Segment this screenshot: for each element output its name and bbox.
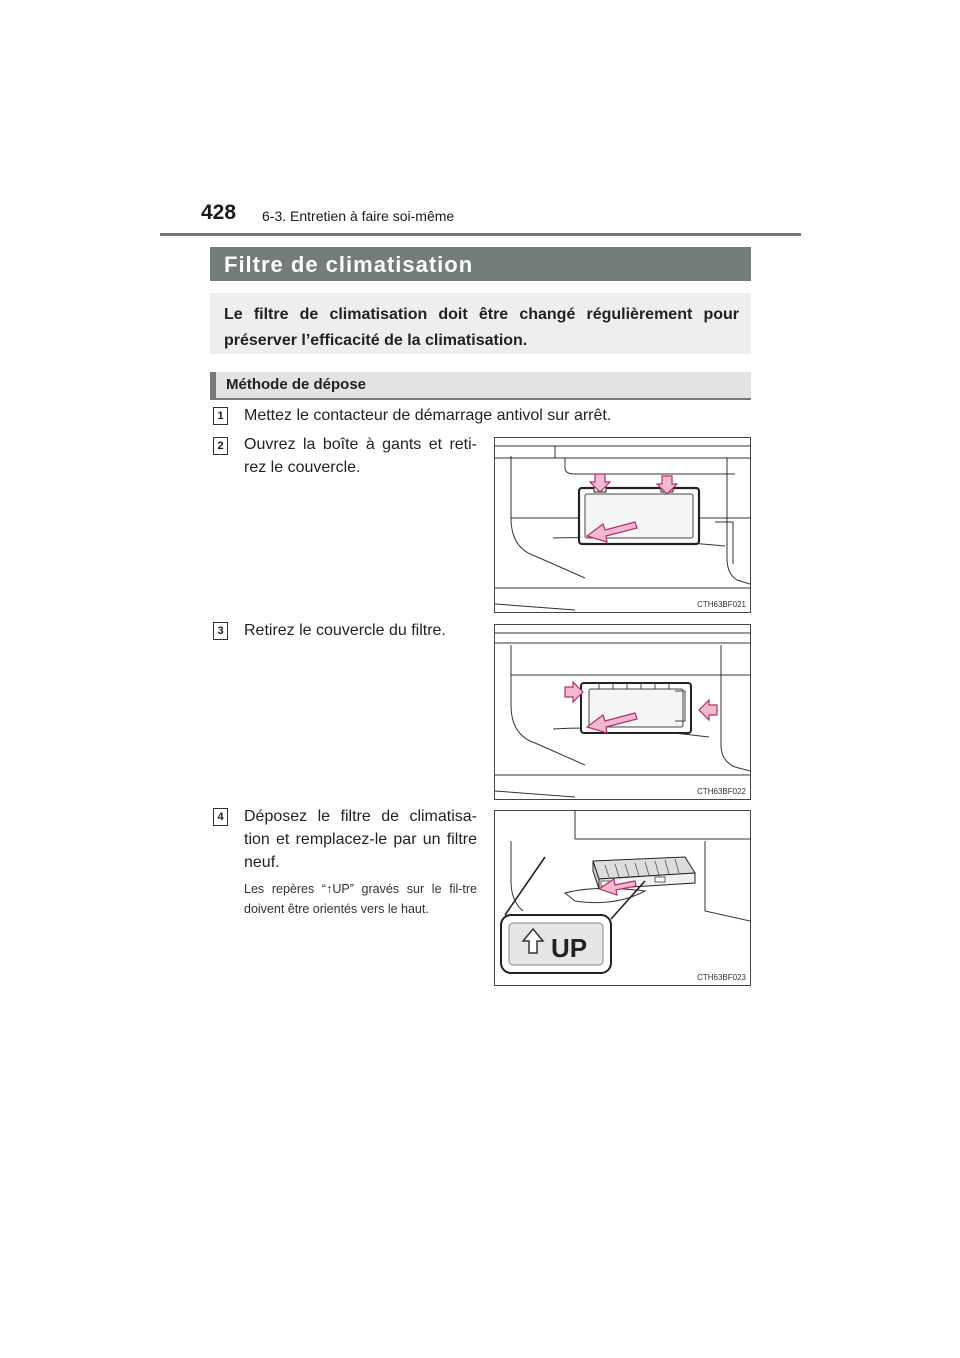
page-number: 428 bbox=[201, 201, 237, 224]
glovebox-cover-illustration bbox=[495, 438, 750, 612]
intro-box bbox=[210, 293, 751, 354]
step-text-2: Ouvrez la boîte à gants et reti-rez le couvercle. bbox=[244, 436, 477, 476]
figure-code: CTH63BF021 bbox=[697, 600, 746, 609]
subsection-title: Méthode de dépose bbox=[226, 376, 367, 393]
filter-replacement-illustration bbox=[495, 811, 750, 985]
step-text-1: Mettez le contacteur de démarrage antivol sur arrêt. bbox=[244, 407, 612, 424]
intro-text: Le filtre de climatisation doit être changé régulièrement pour préserver l’efficacité de la climatisation. bbox=[224, 306, 739, 349]
figure-replace-filter bbox=[494, 810, 751, 986]
section-title-bar bbox=[210, 247, 751, 281]
up-mark-inset bbox=[501, 915, 611, 973]
filter-cover-illustration bbox=[495, 625, 750, 799]
section-breadcrumb: 6-3. Entretien à faire soi-même bbox=[262, 208, 455, 224]
step-number-1: 1 bbox=[213, 407, 228, 425]
figure-code: CTH63BF022 bbox=[697, 787, 746, 796]
step-number-4: 4 bbox=[213, 808, 228, 826]
step-number-2: 2 bbox=[213, 437, 228, 455]
push-arrow-icon bbox=[699, 700, 717, 720]
heading-marker bbox=[210, 372, 216, 398]
step-text-4: Déposez le filtre de climatisa-tion et remplacez-le par un filtre neuf. bbox=[244, 808, 477, 871]
page-title: Filtre de climatisation bbox=[224, 252, 474, 277]
figure-code: CTH63BF023 bbox=[697, 973, 746, 982]
subsection-heading bbox=[210, 372, 751, 400]
up-label: UP bbox=[551, 933, 588, 963]
figure-remove-filter-cover bbox=[494, 624, 751, 800]
step-text-3: Retirez le couvercle du filtre. bbox=[244, 622, 446, 639]
figure-remove-glovebox-cover bbox=[494, 437, 751, 613]
step-number-3: 3 bbox=[213, 622, 228, 640]
step-4-note: Les repères “↑UP” gravés sur le fil-tre doivent être orientés vers le haut. bbox=[244, 882, 477, 916]
header-divider bbox=[160, 233, 801, 236]
